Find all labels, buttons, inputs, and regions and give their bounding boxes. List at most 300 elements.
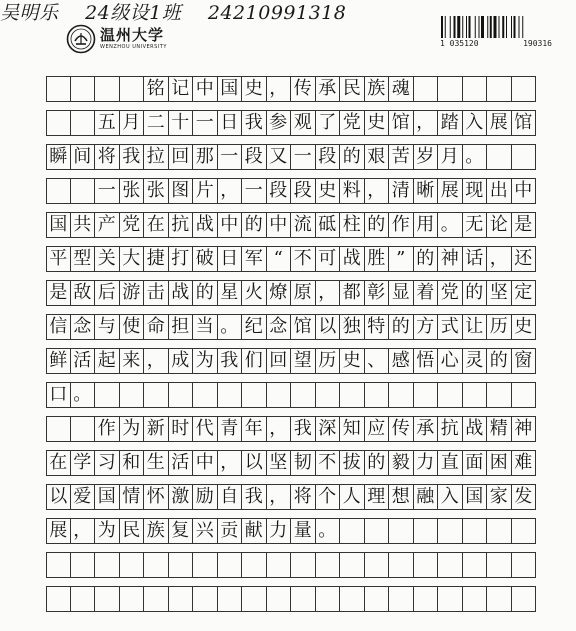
grid-cell: 活 — [71, 348, 96, 374]
grid-row — [46, 314, 536, 340]
grid-row — [46, 110, 536, 136]
grid-cell: 兴 — [193, 518, 218, 544]
grid-cell — [242, 552, 267, 578]
grid-cell: 以 — [316, 314, 341, 340]
grid-cell: 一 — [193, 110, 218, 136]
grid-cell: 困 — [487, 450, 512, 476]
grid-cell — [218, 586, 243, 612]
grid-cell: 民 — [340, 76, 365, 102]
grid-cell: 拔 — [340, 450, 365, 476]
grid-cell: 史 — [512, 314, 537, 340]
grid-cell: 砥 — [316, 212, 341, 238]
grid-cell: 抗 — [438, 416, 463, 442]
grid-cell: 一 — [218, 144, 243, 170]
barcode-icon — [440, 16, 552, 38]
grid-cell: 族 — [144, 518, 169, 544]
grid-row — [46, 348, 536, 374]
handwritten-header — [0, 0, 366, 25]
grid-cell: 难 — [512, 450, 537, 476]
grid-cell: 韧 — [291, 450, 316, 476]
grid-cell: ， — [365, 178, 390, 204]
grid-cell — [193, 382, 218, 408]
grid-cell: 火 — [242, 280, 267, 306]
barcode-bar — [457, 16, 460, 38]
grid-cell: 史 — [316, 178, 341, 204]
grid-cell: 图 — [169, 178, 194, 204]
grid-cell — [120, 552, 145, 578]
grid-cell: 的 — [242, 212, 267, 238]
grid-cell: 战 — [169, 280, 194, 306]
grid-cell: 后 — [95, 280, 120, 306]
grid-cell: 族 — [365, 76, 390, 102]
grid-cell: 励 — [193, 484, 218, 510]
grid-cell — [340, 552, 365, 578]
grid-cell — [389, 586, 414, 612]
grid-cell: ， — [218, 178, 243, 204]
grid-cell: 家 — [487, 484, 512, 510]
student-name: 吴明乐 — [0, 2, 59, 24]
grid-cell — [169, 586, 194, 612]
grid-cell: 。 — [71, 382, 96, 408]
grid-row — [46, 450, 536, 476]
grid-cell: 定 — [512, 280, 537, 306]
grid-cell: 那 — [193, 144, 218, 170]
grid-cell — [463, 552, 488, 578]
grid-cell: 爱 — [71, 484, 96, 510]
grid-cell: 。 — [316, 518, 341, 544]
grid-cell — [487, 552, 512, 578]
grid-cell: 关 — [95, 246, 120, 272]
grid-cell — [291, 382, 316, 408]
grid-row — [46, 416, 536, 442]
grid-cell: 馆 — [291, 314, 316, 340]
grid-cell: 来 — [120, 348, 145, 374]
barcode-bar — [445, 16, 446, 38]
grid-cell: 我 — [120, 144, 145, 170]
university-name-en: WENZHOU UNIVERSITY — [100, 44, 167, 50]
grid-cell: 显 — [389, 280, 414, 306]
grid-cell: 流 — [291, 212, 316, 238]
grid-cell: 成 — [169, 348, 194, 374]
grid-cell: 着 — [414, 280, 439, 306]
grid-cell: 民 — [120, 518, 145, 544]
grid-cell: 特 — [365, 314, 390, 340]
grid-cell — [71, 586, 96, 612]
grid-cell — [414, 382, 439, 408]
grid-cell — [71, 76, 96, 102]
grid-cell: 现 — [463, 178, 488, 204]
grid-cell — [169, 382, 194, 408]
grid-cell: ， — [487, 246, 512, 272]
grid-cell — [193, 586, 218, 612]
grid-row — [46, 76, 536, 102]
grid-cell: 量 — [291, 518, 316, 544]
grid-row — [46, 178, 536, 204]
grid-cell — [512, 552, 537, 578]
grid-cell: 作 — [95, 416, 120, 442]
grid-cell: 还 — [512, 246, 537, 272]
grid-cell: 瞬 — [46, 144, 71, 170]
grid-cell: 党 — [438, 280, 463, 306]
grid-cell — [414, 518, 439, 544]
grid-cell — [71, 552, 96, 578]
grid-cell: 无 — [463, 212, 488, 238]
grid-cell: 张 — [120, 178, 145, 204]
grid-cell: 起 — [95, 348, 120, 374]
barcode-bar — [490, 16, 492, 38]
grid-cell — [169, 552, 194, 578]
grid-cell: 型 — [71, 246, 96, 272]
grid-cell: 神 — [512, 416, 537, 442]
grid-cell — [291, 586, 316, 612]
grid-cell: 了 — [316, 110, 341, 136]
barcode-bar — [514, 16, 516, 38]
grid-cell: 艰 — [365, 144, 390, 170]
grid-cell: 击 — [144, 280, 169, 306]
grid-cell: 间 — [71, 144, 96, 170]
grid-cell: 岁 — [414, 144, 439, 170]
class-label: 24级设1班 — [85, 2, 182, 24]
grid-cell: 激 — [169, 484, 194, 510]
grid-cell: 又 — [267, 144, 292, 170]
grid-cell: 直 — [438, 450, 463, 476]
grid-cell — [46, 552, 71, 578]
essay-grid — [46, 76, 536, 620]
grid-row — [46, 382, 536, 408]
barcode-bar — [454, 16, 456, 38]
grid-cell: 鲜 — [46, 348, 71, 374]
grid-cell: 心 — [438, 348, 463, 374]
grid-cell: 念 — [71, 314, 96, 340]
grid-cell: 方 — [414, 314, 439, 340]
grid-cell: 。 — [218, 314, 243, 340]
grid-cell — [340, 518, 365, 544]
grid-cell: 我 — [218, 348, 243, 374]
grid-cell: ， — [267, 484, 292, 510]
grid-cell: 。 — [463, 144, 488, 170]
grid-cell: 献 — [242, 518, 267, 544]
grid-cell — [340, 382, 365, 408]
grid-cell: 中 — [512, 178, 537, 204]
grid-cell: 展 — [487, 110, 512, 136]
grid-cell: 、 — [365, 348, 390, 374]
grid-cell — [316, 382, 341, 408]
grid-cell: 国 — [46, 212, 71, 238]
grid-cell: 胜 — [365, 246, 390, 272]
barcode-bar — [494, 16, 497, 38]
grid-cell: 魂 — [389, 76, 414, 102]
grid-cell: 十 — [169, 110, 194, 136]
grid-cell — [120, 76, 145, 102]
grid-cell: 原 — [291, 280, 316, 306]
barcode-bar — [441, 16, 443, 38]
grid-cell: 让 — [463, 314, 488, 340]
grid-cell — [46, 178, 71, 204]
grid-cell — [463, 382, 488, 408]
student-id: 24210991318 — [207, 2, 347, 24]
barcode-bar — [466, 16, 467, 38]
grid-cell: 料 — [340, 178, 365, 204]
grid-cell: 是 — [512, 212, 537, 238]
grid-row — [46, 586, 536, 612]
grid-cell: 窗 — [512, 348, 537, 374]
grid-cell — [95, 552, 120, 578]
grid-cell: 代 — [193, 416, 218, 442]
barcode-bar — [487, 16, 488, 38]
grid-cell: 燎 — [267, 280, 292, 306]
grid-cell: 力 — [414, 450, 439, 476]
barcode-bar — [511, 16, 512, 38]
grid-cell: 和 — [120, 450, 145, 476]
grid-cell — [95, 382, 120, 408]
barcode-bar — [462, 16, 463, 38]
grid-cell: 情 — [120, 484, 145, 510]
barcode-bar — [502, 16, 504, 38]
grid-cell — [242, 586, 267, 612]
grid-cell: 信 — [46, 314, 71, 340]
grid-cell — [389, 552, 414, 578]
grid-cell — [487, 586, 512, 612]
grid-cell — [389, 382, 414, 408]
grid-row — [46, 246, 536, 272]
grid-cell — [487, 382, 512, 408]
grid-cell: 想 — [389, 484, 414, 510]
grid-cell: 不 — [316, 450, 341, 476]
grid-cell: 怀 — [144, 484, 169, 510]
grid-cell — [512, 518, 537, 544]
grid-cell: 产 — [95, 212, 120, 238]
grid-cell: 我 — [242, 110, 267, 136]
grid-cell: 馆 — [512, 110, 537, 136]
grid-cell: 学 — [71, 450, 96, 476]
grid-cell: 柱 — [340, 212, 365, 238]
grid-cell: ， — [218, 450, 243, 476]
grid-cell: 新 — [144, 416, 169, 442]
grid-row — [46, 280, 536, 306]
grid-cell — [71, 416, 96, 442]
grid-cell: 精 — [487, 416, 512, 442]
grid-cell: 是 — [46, 280, 71, 306]
grid-cell: 的 — [365, 212, 390, 238]
barcode-bar — [481, 16, 484, 38]
grid-cell: 战 — [463, 416, 488, 442]
barcode-bar — [479, 16, 480, 38]
grid-row — [46, 144, 536, 170]
grid-cell: 观 — [291, 110, 316, 136]
grid-cell: 入 — [463, 110, 488, 136]
grid-cell: 活 — [169, 450, 194, 476]
grid-cell: 日 — [218, 110, 243, 136]
grid-cell: 苦 — [389, 144, 414, 170]
grid-cell — [120, 382, 145, 408]
grid-cell: ， — [316, 280, 341, 306]
grid-cell: 年 — [242, 416, 267, 442]
grid-cell — [414, 586, 439, 612]
grid-cell: 出 — [487, 178, 512, 204]
grid-cell: 五 — [95, 110, 120, 136]
grid-cell: 战 — [340, 246, 365, 272]
grid-cell: 望 — [291, 348, 316, 374]
grid-cell: 的 — [463, 280, 488, 306]
grid-cell: 共 — [71, 212, 96, 238]
grid-cell: 一 — [95, 178, 120, 204]
grid-cell: 传 — [291, 76, 316, 102]
grid-cell — [218, 382, 243, 408]
grid-cell: 展 — [438, 178, 463, 204]
grid-cell: 在 — [46, 450, 71, 476]
grid-cell: 史 — [365, 110, 390, 136]
barcode-bar — [469, 16, 471, 38]
grid-cell — [365, 586, 390, 612]
university-logo — [66, 24, 167, 54]
grid-cell — [414, 552, 439, 578]
grid-cell: 坚 — [267, 450, 292, 476]
grid-cell — [414, 76, 439, 102]
grid-cell: 拉 — [144, 144, 169, 170]
grid-cell — [316, 586, 341, 612]
grid-cell — [46, 416, 71, 442]
grid-cell — [512, 76, 537, 102]
grid-cell — [144, 552, 169, 578]
grid-cell: 中 — [267, 212, 292, 238]
grid-cell: 传 — [389, 416, 414, 442]
grid-cell: 大 — [120, 246, 145, 272]
grid-cell — [120, 586, 145, 612]
grid-cell — [95, 586, 120, 612]
grid-cell: 抗 — [169, 212, 194, 238]
grid-cell: 历 — [487, 314, 512, 340]
grid-cell: 习 — [95, 450, 120, 476]
grid-cell — [438, 76, 463, 102]
grid-cell: 的 — [487, 348, 512, 374]
grid-cell: 段 — [267, 178, 292, 204]
grid-cell: 我 — [291, 416, 316, 442]
grid-cell: ， — [414, 110, 439, 136]
grid-cell — [365, 382, 390, 408]
grid-cell: ” — [389, 246, 414, 272]
grid-cell — [438, 518, 463, 544]
grid-cell: 个 — [316, 484, 341, 510]
grid-cell: 捷 — [144, 246, 169, 272]
grid-row — [46, 212, 536, 238]
grid-cell: 念 — [267, 314, 292, 340]
grid-cell: 融 — [414, 484, 439, 510]
grid-cell: 论 — [487, 212, 512, 238]
grid-cell: 中 — [193, 450, 218, 476]
grid-cell: 我 — [242, 484, 267, 510]
grid-cell: 以 — [46, 484, 71, 510]
grid-cell: 张 — [144, 178, 169, 204]
grid-cell: 复 — [169, 518, 194, 544]
grid-cell: 的 — [340, 144, 365, 170]
grid-cell: 历 — [316, 348, 341, 374]
grid-cell: 应 — [365, 416, 390, 442]
grid-cell: 展 — [46, 518, 71, 544]
grid-cell: 们 — [242, 348, 267, 374]
grid-cell: 史 — [340, 348, 365, 374]
grid-cell: 段 — [316, 144, 341, 170]
grid-cell: 为 — [95, 518, 120, 544]
grid-cell — [193, 552, 218, 578]
grid-cell — [365, 552, 390, 578]
grid-cell: 与 — [95, 314, 120, 340]
grid-cell: 悟 — [414, 348, 439, 374]
grid-cell: 口 — [46, 382, 71, 408]
grid-cell: 青 — [218, 416, 243, 442]
grid-cell — [95, 76, 120, 102]
grid-cell: 在 — [144, 212, 169, 238]
grid-cell — [218, 552, 243, 578]
grid-cell: 神 — [438, 246, 463, 272]
grid-cell: 的 — [365, 450, 390, 476]
barcode-bar — [475, 16, 476, 38]
grid-cell — [242, 382, 267, 408]
grid-cell: 党 — [340, 110, 365, 136]
grid-cell: 纪 — [242, 314, 267, 340]
grid-cell: 面 — [463, 450, 488, 476]
university-name-cn: 温州大学 — [100, 26, 165, 44]
grid-cell — [144, 382, 169, 408]
grid-cell: 独 — [340, 314, 365, 340]
grid-cell — [463, 586, 488, 612]
grid-cell: 承 — [414, 416, 439, 442]
grid-cell: 毅 — [389, 450, 414, 476]
grid-cell: 二 — [144, 110, 169, 136]
university-seal-icon — [66, 24, 96, 54]
grid-cell: 当 — [193, 314, 218, 340]
grid-cell: 使 — [120, 314, 145, 340]
grid-cell — [291, 552, 316, 578]
grid-cell — [267, 382, 292, 408]
grid-cell: 承 — [316, 76, 341, 102]
grid-cell: 话 — [463, 246, 488, 272]
grid-cell — [389, 518, 414, 544]
grid-cell: 自 — [218, 484, 243, 510]
grid-cell: 馆 — [389, 110, 414, 136]
grid-cell: 国 — [218, 76, 243, 102]
grid-cell: 军 — [242, 246, 267, 272]
grid-cell — [438, 382, 463, 408]
grid-cell — [46, 110, 71, 136]
grid-cell: “ — [267, 246, 292, 272]
grid-cell: 日 — [218, 246, 243, 272]
grid-cell: 一 — [242, 178, 267, 204]
grid-cell — [487, 76, 512, 102]
grid-cell: 月 — [120, 110, 145, 136]
grid-cell: 人 — [340, 484, 365, 510]
grid-cell: 为 — [193, 348, 218, 374]
grid-cell: 星 — [218, 280, 243, 306]
grid-cell: 命 — [144, 314, 169, 340]
grid-cell: 踏 — [438, 110, 463, 136]
grid-cell — [46, 586, 71, 612]
grid-cell — [438, 586, 463, 612]
grid-cell: 参 — [267, 110, 292, 136]
grid-cell: 以 — [242, 450, 267, 476]
grid-cell — [512, 382, 537, 408]
grid-cell — [438, 552, 463, 578]
grid-cell: 都 — [340, 280, 365, 306]
grid-cell — [46, 76, 71, 102]
grid-cell: 不 — [291, 246, 316, 272]
grid-cell: 力 — [267, 518, 292, 544]
grid-cell: 平 — [46, 246, 71, 272]
grid-cell: 史 — [242, 76, 267, 102]
grid-cell: 可 — [316, 246, 341, 272]
barcode — [440, 16, 552, 48]
grid-cell: 。 — [438, 212, 463, 238]
grid-cell: 担 — [169, 314, 194, 340]
